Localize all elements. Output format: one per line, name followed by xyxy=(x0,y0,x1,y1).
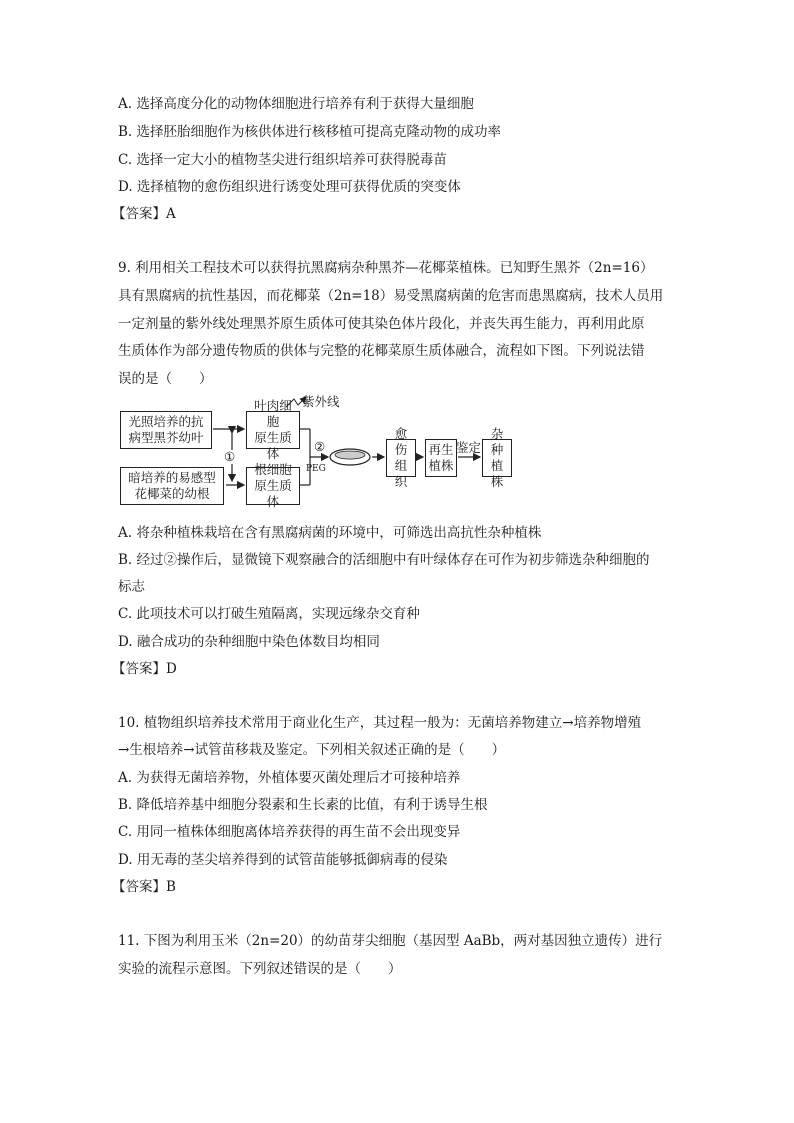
step-2-label: ② xyxy=(314,439,326,454)
box2-line1: 叶肉细胞 xyxy=(254,398,292,429)
q9-option-b-line-1: B. 经过②操作后，显微镜下观察融合的活细胞中有叶绿体存在可作为初步筛选杂种细胞的 xyxy=(118,552,650,568)
q10-option-d: D. 用无毒的茎尖培养得到的试管苗能够抵御病毒的侵染 xyxy=(118,852,448,868)
q9-stem-line-1: 9. 利用相关工程技术可以获得抗黑腐病杂种黑芥—花椰菜植株。已知野生黑芥（2n=16） xyxy=(118,260,654,276)
box4-line2: 原生质体 xyxy=(254,478,292,509)
q9-stem-line-5: 误的是（ ） xyxy=(118,371,213,387)
box5-line2: 组织 xyxy=(394,458,408,489)
box-regenerated-plant xyxy=(425,439,457,477)
q9-option-a: A. 将杂种植株栽培在含有黑腐病菌的环境中，可筛选出高抗性杂种植株 xyxy=(118,525,542,541)
q8-option-a: A. 选择高度分化的动物体细胞进行培养有利于获得大量细胞 xyxy=(118,96,474,112)
box3-line2: 花椰菜的幼根 xyxy=(134,486,210,501)
box-callus xyxy=(386,426,416,489)
box7-line1: 杂种 xyxy=(490,426,504,457)
q8-option-c: C. 选择一定大小的植物茎尖进行组织培养可获得脱毒苗 xyxy=(118,152,447,168)
q8-option-b: B. 选择胚胎细胞作为核供体进行核移植可提高克隆动物的成功率 xyxy=(118,124,502,140)
q10-option-a: A. 为获得无菌培养物，外植体要灭菌处理后才可接种培养 xyxy=(118,770,461,786)
box-root-protoplast xyxy=(246,462,300,509)
box4-line1: 根细胞 xyxy=(254,462,292,477)
q9-stem-line-4: 生质体作为部分遗传物质的供体与完整的花椰菜原生质体融合，流程如下图。下列说法错 xyxy=(118,343,645,359)
box6-line1: 再生 xyxy=(428,442,454,457)
uv-label: 紫外线 xyxy=(302,394,340,409)
q10-answer: 【答案】B xyxy=(112,879,176,895)
q10-stem-line-1: 10. 植物组织培养技术常用于商业化生产，其过程一般为：无菌培养物建立→培养物增殖 xyxy=(118,715,642,731)
box-black-mustard-leaf xyxy=(120,411,212,449)
q9-option-c: C. 此项技术可以打破生殖隔离，实现远缘杂交育种 xyxy=(118,606,420,622)
q10-option-b: B. 降低培养基中细胞分裂素和生长素的比值，有利于诱导生根 xyxy=(118,797,488,813)
box-cauliflower-root xyxy=(120,467,224,505)
q11-stem-line-1: 11. 下图为利用玉米（2n=20）的幼苗芽尖细胞（基因型 AaBb，两对基因独立遗传）进行 xyxy=(118,933,663,949)
box7-line2: 植株 xyxy=(490,458,504,489)
step-1-label: ① xyxy=(224,449,236,464)
box-mesophyll-protoplast xyxy=(246,398,300,461)
identify-label: 鉴定 xyxy=(456,440,482,455)
q9-option-b-line-2: 标志 xyxy=(118,579,145,595)
box1-line2: 病型黑芥幼叶 xyxy=(128,430,204,445)
q10-stem-line-2: →生根培养→试管苗移栽及鉴定。下列相关叙述正确的是（ ） xyxy=(118,742,506,758)
q9-answer: 【答案】D xyxy=(112,661,177,677)
peg-label: PEG xyxy=(306,464,326,474)
box1-line1: 光照培养的抗 xyxy=(128,414,204,429)
q9-stem-line-3: 一定剂量的紫外线处理黑芥原生质体可使其染色体片段化，并丧失再生能力，再利用此原 xyxy=(118,316,645,332)
box5-line1: 愈伤 xyxy=(394,426,408,457)
q9-option-d: D. 融合成功的杂种细胞中染色体数目均相同 xyxy=(118,634,380,650)
box3-line1: 暗培养的易感型 xyxy=(128,470,216,485)
q11-stem-line-2: 实验的流程示意图。下列叙述错误的是（ ） xyxy=(118,961,402,977)
q9-stem-line-2: 具有黑腐病的抗性基因，而花椰菜（2n=18）易受黑腐病菌的危害而患黑腐病，技术人员用 xyxy=(118,288,664,304)
q9-flow-diagram xyxy=(118,393,678,523)
q10-option-c: C. 用同一植株体细胞离体培养获得的再生苗不会出现变异 xyxy=(118,824,461,840)
q8-option-d: D. 选择植物的愈伤组织进行诱变处理可获得优质的突变体 xyxy=(118,179,461,195)
box-hybrid-plant xyxy=(482,426,512,489)
box2-line2: 原生质体 xyxy=(254,430,292,461)
box6-line2: 植株 xyxy=(428,458,454,473)
q8-answer: 【答案】A xyxy=(112,206,176,222)
